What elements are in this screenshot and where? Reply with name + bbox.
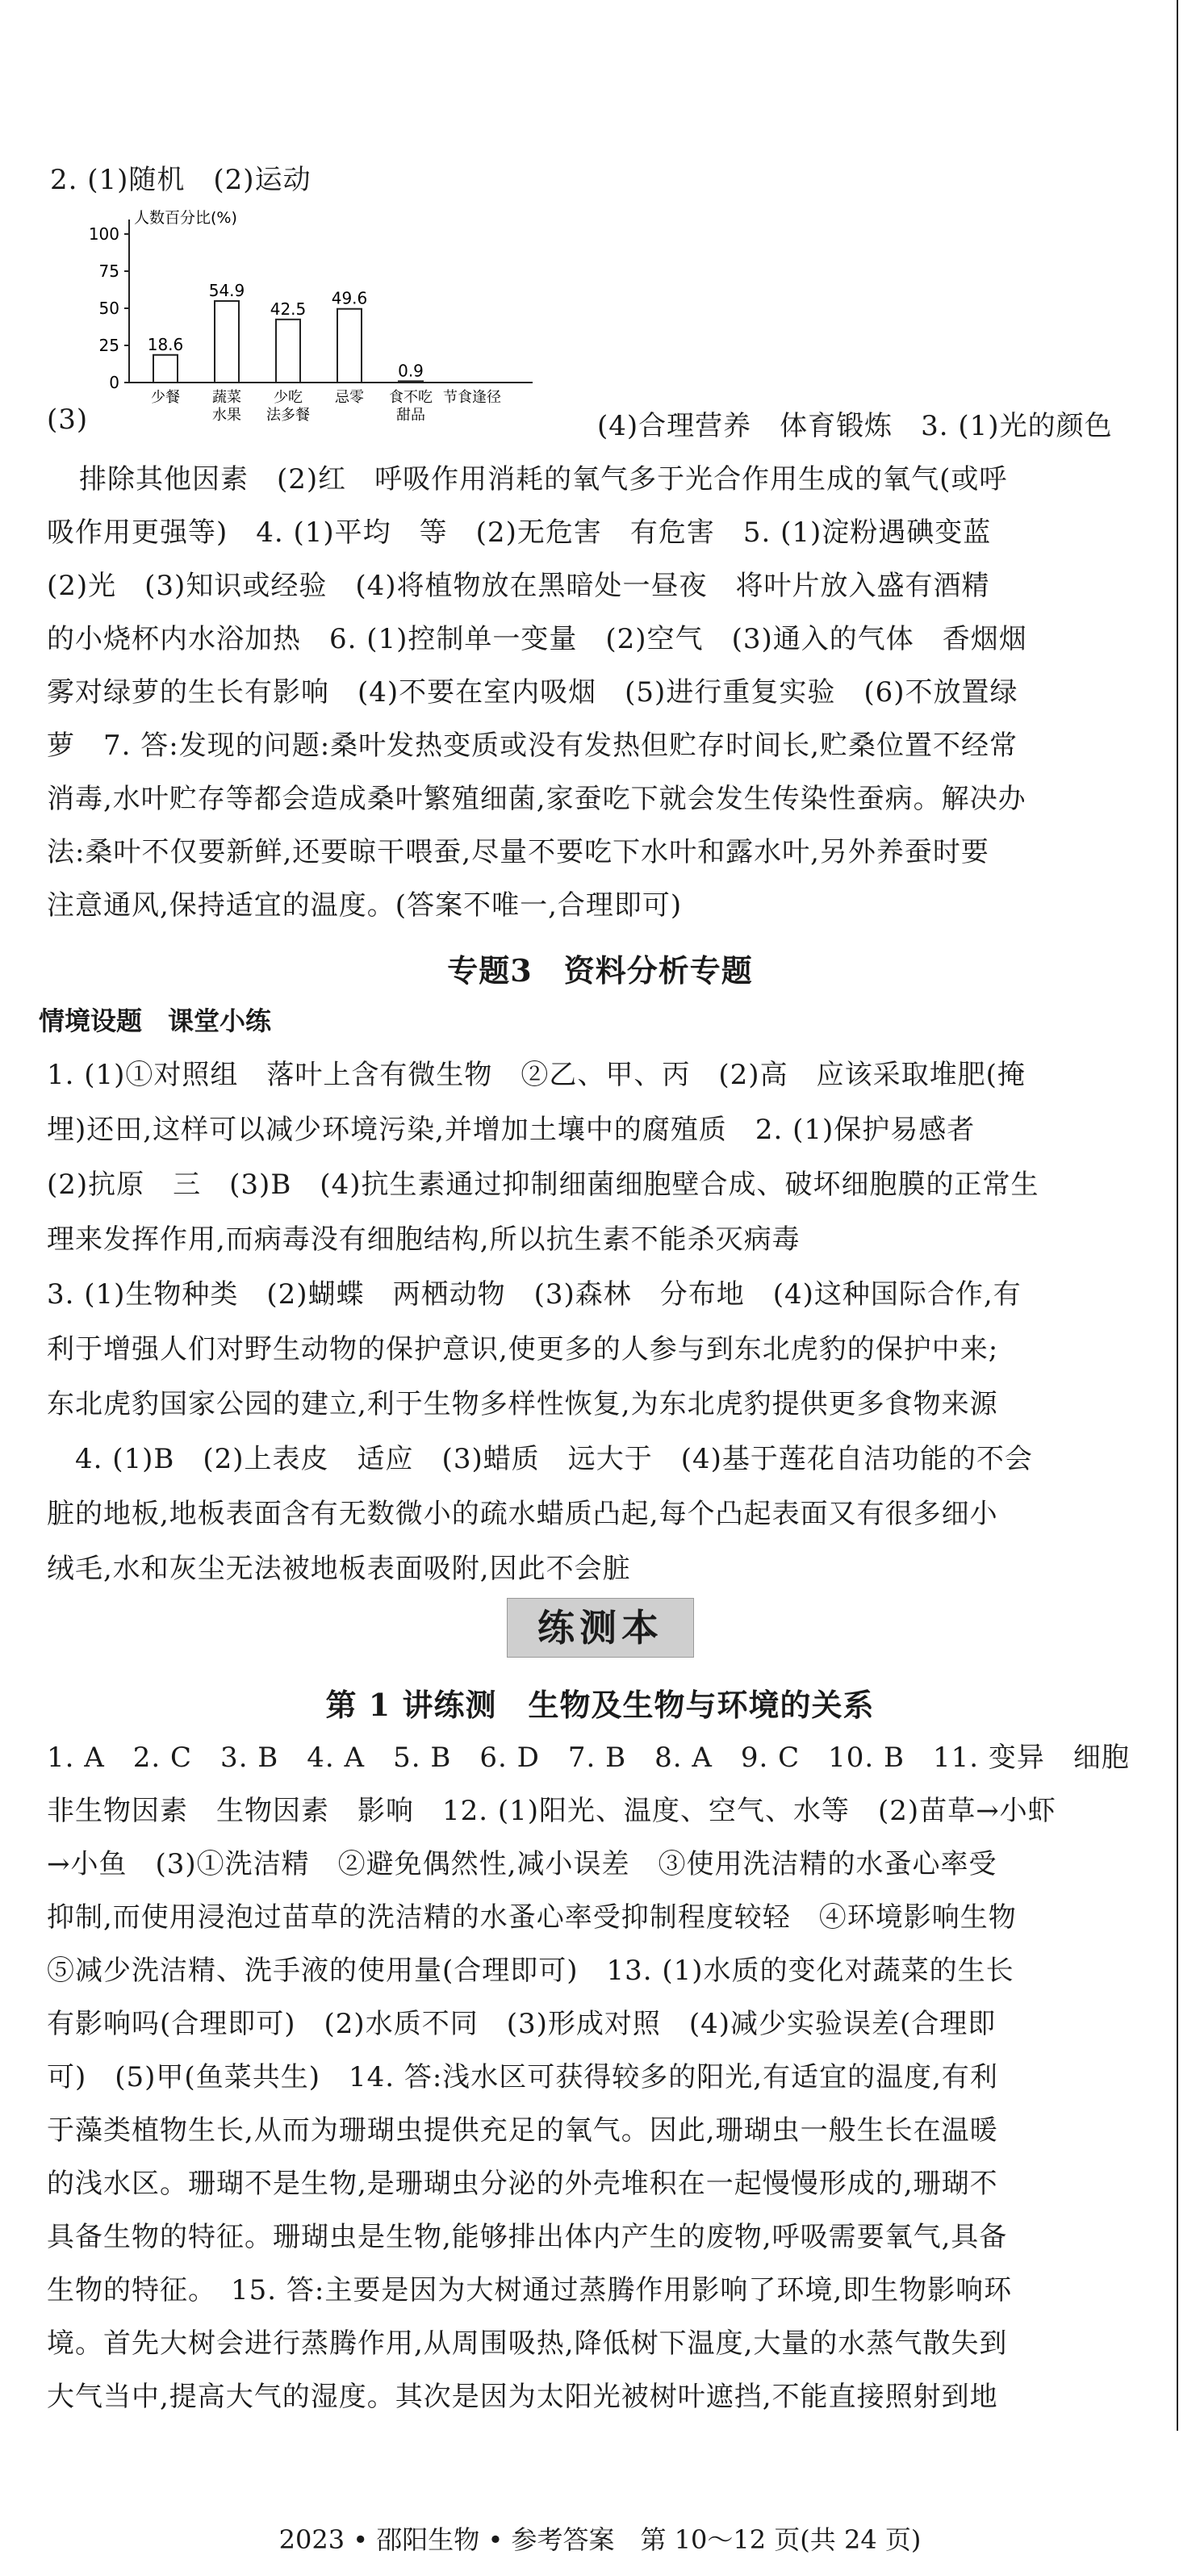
answer-line: 萝 7. 答:发现的问题:桑叶发热变质或没有发热但贮存时间长,贮桑位置不经常 xyxy=(47,730,1018,762)
answer-line: 的小烧杯内水浴加热 6. (1)控制单一变量 (2)空气 (3)通入的气体 香烟烟 xyxy=(47,623,1027,655)
bar xyxy=(337,309,362,383)
x-tick-label: 甜品 xyxy=(396,407,425,424)
section-title: 专题3 资料分析专题 xyxy=(447,952,753,989)
x-tick-label: 忌零 xyxy=(335,389,364,406)
answer-line: 消毒,水叶贮存等都会造成桑叶繁殖细菌,家蚕吃下就会发生传染性蚕病。解决办 xyxy=(47,783,1026,815)
answer-line: 法:桑叶不仅要新鲜,还要晾干喂蚕,尽量不要吃下水叶和露水叶,另外养蚕时要 xyxy=(47,836,989,868)
answer-line: 于藻类植物生长,从而为珊瑚虫提供充足的氧气。因此,珊瑚虫一般生长在温暖 xyxy=(47,2114,998,2147)
answer-line: 3. (1)生物种类 (2)蝴蝶 两栖动物 (3)森林 分布地 (4)这种国际合作,有 xyxy=(47,1278,1022,1311)
answer-line: 4. (1)B (2)上表皮 适应 (3)蜡质 远大于 (4)基于莲花自洁功能的不会 xyxy=(47,1443,1033,1475)
chart-prefix: (3) xyxy=(47,404,89,436)
answer-line: 东北虎豹国家公园的建立,利于生物多样性恢复,为东北虎豹提供更多食物来源 xyxy=(47,1388,998,1420)
answer-line: 脏的地板,地板表面含有无数微小的疏水蜡质凸起,每个凸起表面又有很多细小 xyxy=(47,1498,998,1530)
answer-line: 的浅水区。珊瑚不是生物,是珊瑚虫分泌的外壳堆积在一起慢慢形成的,珊瑚不 xyxy=(47,2168,998,2200)
page-footer: 2023 • 邵阳生物 • 参考答案 第 10～12 页(共 24 页) xyxy=(278,2524,922,2555)
column-rule xyxy=(1177,0,1178,2431)
chart-labels xyxy=(89,209,501,424)
bar-chart xyxy=(81,203,565,445)
answer-line: 2. (1)随机 (2)运动 xyxy=(50,164,311,196)
bar xyxy=(153,355,178,383)
y-tick-label: 100 xyxy=(88,224,119,244)
answer-line: 吸作用更强等) 4. (1)平均 等 (2)无危害 有危害 5. (1)淀粉遇碘变蓝 xyxy=(47,516,992,549)
data-label: 0.9 xyxy=(398,361,424,381)
data-label: 42.5 xyxy=(270,299,307,319)
answer-line: 排除其他因素 (2)红 呼吸作用消耗的氧气多于光合作用生成的氧气(或呼 xyxy=(79,463,1008,496)
y-tick-label: 0 xyxy=(109,373,119,392)
x-tick-label: 少吃 xyxy=(274,389,303,406)
answer-line: 利于增强人们对野生动物的保护意识,使更多的人参与到东北虎豹的保护中来; xyxy=(47,1333,999,1365)
answer-line: 境。首先大树会进行蒸腾作用,从周围吸热,降低树下温度,大量的水蒸气散失到 xyxy=(47,2327,1008,2360)
answer-line: (4)合理营养 体育锻炼 3. (1)光的颜色 xyxy=(597,410,1113,442)
data-label: 49.6 xyxy=(331,288,368,308)
answer-line: 理来发挥作用,而病毒没有细胞结构,所以抗生素不能杀灭病毒 xyxy=(47,1223,801,1256)
x-tick-label: 蔬菜 xyxy=(212,389,241,406)
bar xyxy=(215,301,239,383)
answer-line: 雾对绿萝的生长有影响 (4)不要在室内吸烟 (5)进行重复实验 (6)不放置绿 xyxy=(47,676,1018,709)
answer-line: (2)光 (3)知识或经验 (4)将植物放在黑暗处一昼夜 将叶片放入盛有酒精 xyxy=(47,570,990,602)
x-tick-label: 法多餐 xyxy=(266,407,310,424)
workbook-banner: 练测本 xyxy=(507,1598,694,1658)
answer-line: 注意通风,保持适宜的温度。(答案不唯一,合理即可) xyxy=(47,889,683,922)
answer-line: ⑤减少洗洁精、洗手液的使用量(合理即可) 13. (1)水质的变化对蔬菜的生长 xyxy=(47,1955,1014,1987)
answer-line: (2)抗原 三 (3)B (4)抗生素通过抑制细菌细胞壁合成、破坏细胞膜的正常生 xyxy=(47,1169,1039,1201)
data-label: 54.9 xyxy=(208,280,245,300)
answer-line: 生物的特征。 15. 答:主要是因为大树通过蒸腾作用影响了环境,即生物影响环 xyxy=(47,2274,1013,2306)
answer-line: 有影响吗(合理即可) (2)水质不同 (3)形成对照 (4)减少实验误差(合理即 xyxy=(47,2008,997,2040)
data-label: 18.6 xyxy=(147,334,184,354)
answer-line: 1. (1)①对照组 落叶上含有微生物 ②乙、甲、丙 (2)高 应该采取堆肥(掩 xyxy=(47,1059,1026,1091)
answer-line: 绒毛,水和灰尘无法被地板表面吸附,因此不会脏 xyxy=(47,1553,631,1585)
x-tick-label: 水果 xyxy=(212,407,241,424)
bar xyxy=(399,381,423,383)
section-subtitle: 情境设题 课堂小练 xyxy=(39,1006,272,1036)
answer-line: 1. A 2. C 3. B 4. A 5. B 6. D 7. B 8. A 9. C 10. B 11. 变异 细胞 xyxy=(47,1742,1130,1774)
chart-axes xyxy=(124,220,533,383)
answer-line: 可) (5)甲(鱼菜共生) 14. 答:浅水区可获得较多的阳光,有适宜的温度,有利 xyxy=(47,2061,998,2093)
answer-line: 抑制,而使用浸泡过苗草的洗洁精的水蚤心率受抑制程度较轻 ④环境影响生物 xyxy=(47,1901,1017,1934)
answer-line: 大气当中,提高大气的湿度。其次是因为太阳光被树叶遮挡,不能直接照射到地 xyxy=(47,2381,998,2413)
answer-line: 具备生物的特征。珊瑚虫是生物,能够排出体内产生的废物,呼吸需要氧气,具备 xyxy=(47,2221,1008,2253)
x-tick-label: 节食逢径 xyxy=(443,389,501,406)
y-tick-label: 75 xyxy=(98,261,119,281)
y-tick-label: 50 xyxy=(98,299,119,318)
x-tick-label: 食不吃 xyxy=(389,389,433,406)
lesson-title: 第 1 讲练测 生物及生物与环境的关系 xyxy=(325,1687,875,1723)
answer-line: 非生物因素 生物因素 影响 12. (1)阳光、温度、空气、水等 (2)苗草→小虾 xyxy=(47,1795,1056,1827)
y-axis-label: 人数百分比(%) xyxy=(134,209,237,227)
x-tick-label: 少餐 xyxy=(151,389,180,406)
answer-line: →小鱼 (3)①洗洁精 ②避免偶然性,减小误差 ③使用洗洁精的水蚤心率受 xyxy=(47,1848,997,1880)
y-tick-label: 25 xyxy=(98,336,119,355)
answer-line: 埋)还田,这样可以减少环境污染,并增加土壤中的腐殖质 2. (1)保护易感者 xyxy=(47,1114,976,1146)
bar xyxy=(276,320,300,383)
